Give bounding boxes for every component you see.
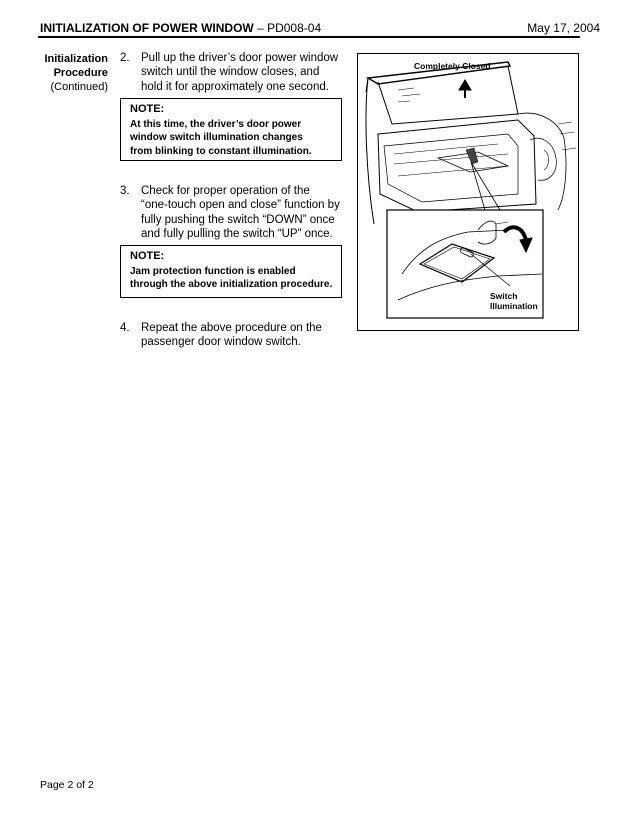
door-switch-illustration (357, 53, 579, 331)
document-code: – PD008-04 (253, 21, 322, 35)
section-label-line1: Initialization (44, 53, 108, 65)
step-number: 4. (120, 322, 130, 334)
note-text: Jam protection function is enabled through the above initialization procedure. (130, 266, 333, 291)
door-interior-drawing (358, 54, 580, 332)
step-2 (120, 51, 352, 95)
step-4 (120, 321, 352, 351)
document-title (40, 21, 321, 35)
caption-switch-illumination: Switch Illumination (490, 291, 538, 311)
step-number: 3. (120, 185, 130, 197)
header-rule (38, 36, 580, 38)
step-text: Repeat the above procedure on the passenger door window switch. (141, 322, 322, 349)
step-number: 2. (120, 52, 130, 64)
note-box-2 (120, 245, 342, 298)
note-title: NOTE: (130, 250, 165, 262)
step-3 (120, 184, 352, 242)
note-title: NOTE: (130, 103, 165, 115)
note-box-1 (120, 98, 342, 161)
caption-completely-closed: Completely Closed (414, 61, 491, 71)
section-label-line3: (Continued) (50, 81, 108, 93)
page-number: Page 2 of 2 (40, 779, 94, 791)
step-text: Pull up the driver’s door power window switch until the window closes, and hold it for approximately one second. (141, 52, 339, 93)
document-title-main: INITIALIZATION OF POWER WINDOW (40, 21, 254, 35)
section-label-line2: Procedure (53, 67, 108, 79)
step-text: Check for proper operation of the “one-touch open and close” function by fully pushing the switch “DOWN” once and fully pulling the switch “UP” once. (141, 185, 340, 240)
section-label (28, 52, 108, 94)
document-date: May 17, 2004 (527, 21, 600, 35)
note-text: At this time, the driver’s door power window switch illumination changes from blinking to constant illumination. (130, 119, 312, 157)
